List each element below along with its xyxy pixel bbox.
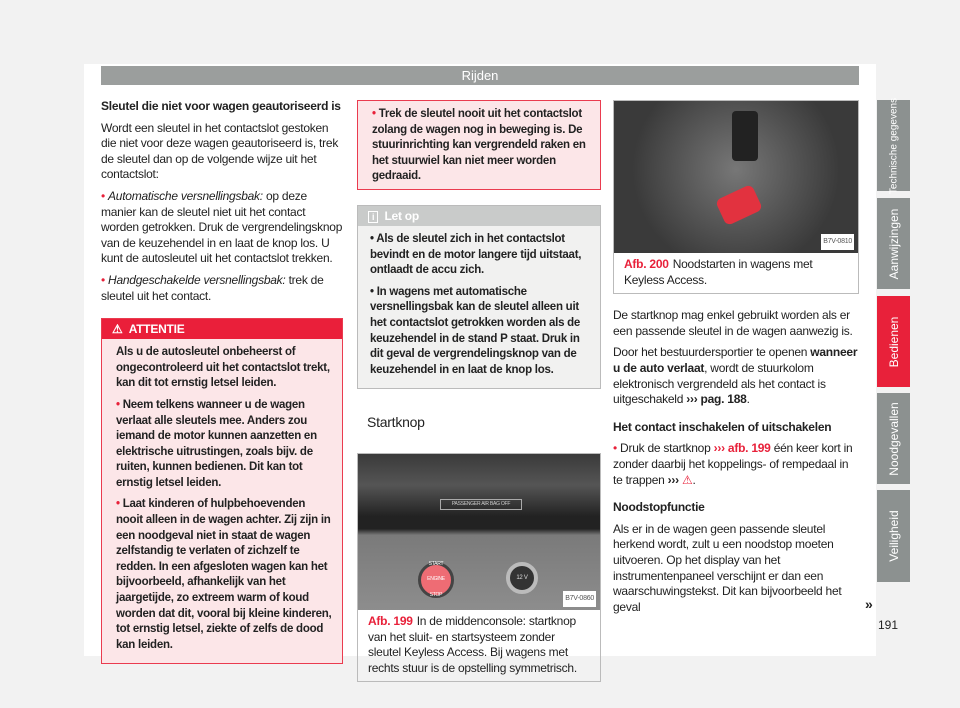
figure-number: Afb. 199 bbox=[368, 613, 413, 628]
figure-199 bbox=[357, 453, 601, 682]
right-column bbox=[613, 100, 859, 621]
figure-reference-link[interactable]: ››› afb. 199 bbox=[713, 441, 771, 456]
tab-noodgevallen[interactable] bbox=[877, 393, 910, 484]
bullet-label: Handgeschakelde versnellingsbak: bbox=[108, 272, 286, 287]
text: . bbox=[746, 392, 750, 407]
tab-aanwijzingen[interactable] bbox=[877, 198, 910, 289]
12v-socket: 12 V bbox=[506, 562, 538, 594]
tab-label: Aanwijzingen bbox=[886, 208, 901, 279]
note-text: Als de sleutel zich in het contactslot bevindt en de motor langere tijd uitstaat, ontlaadt de accu zich. bbox=[370, 232, 582, 277]
subheading: Noodstopfunctie bbox=[613, 500, 705, 515]
figure-200 bbox=[613, 100, 859, 294]
warning-reference-link[interactable]: ››› bbox=[667, 472, 679, 487]
console-image bbox=[358, 454, 600, 610]
text: Door het bestuurdersportier te openen bbox=[613, 345, 811, 360]
key-slot-image bbox=[614, 101, 858, 253]
warning-title: ATTENTIE bbox=[128, 322, 185, 337]
key-fob bbox=[715, 184, 763, 226]
middle-column bbox=[357, 100, 601, 682]
text: één keer kort in zonder daarbij het koppelings- of rempedaal in te trappen bbox=[613, 441, 853, 487]
figure-code: B7V-0810 bbox=[821, 234, 854, 250]
note-header bbox=[358, 206, 600, 226]
warning-triangle-icon: ⚠ bbox=[681, 472, 693, 487]
page-reference-link[interactable]: ››› pag. 188 bbox=[686, 392, 747, 407]
chapter-header: Rijden bbox=[101, 66, 859, 85]
bullet-text: op deze manier kan de sleutel niet uit het contact worden getrokken. Druk de vergrendelingsknop van de keuzehendel in en laat de knop los. U kunt de autosleutel uit het contactslot trekken. bbox=[101, 188, 343, 266]
page-number: 191 bbox=[878, 618, 899, 632]
note-title: Let op bbox=[384, 208, 419, 223]
section-heading: Sleutel die niet voor wagen geautoriseerd is bbox=[101, 99, 341, 113]
warning-box-continued: • Trek de sleutel nooit uit het contactslot zolang de wagen nog in beweging is. De stuurinrichting kan vergrendeld raken en het stuurwiel kan niet meer worden gedraaid. bbox=[357, 100, 601, 190]
tab-veiligheid[interactable] bbox=[877, 490, 910, 582]
tab-technische-gegevens[interactable] bbox=[877, 97, 910, 194]
warning-box bbox=[101, 318, 343, 664]
figure-caption: Noodstarten in wagens met Keyless Access. bbox=[624, 257, 813, 287]
warning-bullet: • Neem telkens wanneer u de wagen verlaat alle sleutels mee. Anders zou iemand de motor kunnen aanzetten en elektrische uitrustingen, zoals bijv. de ruiten, kunnen bedienen. Dit kan tot ernstig letsel leiden. bbox=[116, 398, 317, 489]
steering-column bbox=[732, 111, 758, 161]
text: , wordt de stuurkolom elektronisch vergrendeld als het contact is uitgeschakeld bbox=[613, 360, 826, 407]
bullet-press-start: • Druk de startknop ››› afb. 199 één keer kort in zonder daarbij het koppelings- of rempedaal in te trappen ››› ⚠. bbox=[613, 441, 853, 487]
tab-label: Bedienen bbox=[886, 316, 901, 367]
paragraph: De startknop mag enkel gebruikt worden als er een passende sleutel in de wagen aanwezig is. bbox=[613, 308, 853, 338]
bullet-label: Automatische versnellingsbak: bbox=[108, 188, 263, 203]
warning-bullet: • Laat kinderen of hulpbehoevenden nooit alleen in de wagen achter. Zij zijn in een noodgeval niet in staat de wagen zelfstandig te verlaten of zichzelf te redden. In een afgesloten wagen kan het bijvoorbeeld, afhankelijk van het jaargetijde, zo extreem warm of koud worden dat dit, vooral bij kleine kinderen, tot ernstig letsel, ziekte of zelfs de dood kan leiden. bbox=[116, 498, 332, 651]
bullet-automatic: • Automatische versnellingsbak: op deze manier kan de sleutel niet uit het contact worden getrokken. Druk de vergrendelingsknop van de keuzehendel in en laat de knop los. U kunt de autosleutel uit het contactslot trekken. bbox=[101, 188, 343, 266]
warning-bullet-text: Trek de sleutel nooit uit het contactslot zolang de wagen nog in beweging is. De stuurinrichting kan vergrendeld raken en het stuurwiel kan niet meer worden gedraaid. bbox=[372, 108, 586, 183]
note-bullet: • In wagens met automatische versnellingsbak kan de sleutel alleen uit het contactslot getrokken worden als de keuzehendel in de stand P staat. Druk in dit geval de vergrendelingsknop van de keuzehendel in en laat de knop los. bbox=[370, 285, 581, 376]
tab-label: Veiligheid bbox=[886, 510, 901, 562]
info-icon: i bbox=[368, 211, 378, 223]
text: Druk de startknop bbox=[620, 441, 714, 456]
start-stop-button: START ENGINE STOP bbox=[418, 562, 454, 598]
figure-number: Afb. 200 bbox=[624, 257, 669, 271]
airbag-label: PASSENGER AIR BAG OFF bbox=[440, 499, 522, 510]
warning-header bbox=[102, 319, 342, 339]
warning-icon: ⚠ bbox=[112, 322, 129, 337]
bullet-text: trek de sleutel uit het contact. bbox=[101, 272, 324, 303]
paragraph: Als er in de wagen geen passende sleutel herkend wordt, zult u een noodstop moeten uitvoeren. Op het display van het instrumentenpaneel verschijnt er dan een waarschuwingstekst. Dit kan bijvoorbeeld het geval bbox=[613, 521, 842, 614]
figure-caption: In de middenconsole: startknop van het sluit- en startsysteem zonder sleutel Keyless Access. Bij wagens met rechts stuur is de opstelling symmetrisch. bbox=[368, 613, 577, 675]
warning-bullet-text: Neem telkens wanneer u de wagen verlaat alle sleutels mee. Anders zou iemand de motor kunnen aanzetten en elektrische uitrustingen, zoals bijv. de ruiten, kunnen bedienen. Dit kan tot ernstig letsel leiden. bbox=[116, 398, 317, 489]
section-title-startknop: Startknop bbox=[367, 414, 425, 431]
warning-bullet-text: Laat kinderen of hulpbehoevenden nooit alleen in de wagen achter. Zij zijn in een noodgeval niet in staat de wagen zelfstandig te verlaten of zichzelf te redden. In een afgesloten wagen kan het bijvoorbeeld, afhankelijk van het jaargetijde, zo extreem warm of koud worden dat dit, vooral bij kleine kinderen, tot ernstig letsel, ziekte of zelfs de dood kan leiden. bbox=[116, 498, 332, 651]
tab-bedienen[interactable] bbox=[877, 296, 910, 387]
tab-label: Noodgevallen bbox=[886, 401, 901, 476]
note-text: In wagens met automatische versnellingsbak kan de sleutel alleen uit het contactslot getrokken worden als de keuzehendel in de stand P staat. Druk in dit geval de vergrendelingsknop van de keuzehendel in en laat de knop los. bbox=[370, 285, 581, 376]
note-box bbox=[357, 205, 601, 389]
bullet-manual: • Handgeschakelde versnellingsbak: trek de sleutel uit het contact. bbox=[101, 272, 324, 303]
bold-text: wanneer u de auto verlaat bbox=[613, 345, 858, 375]
warning-intro: Als u de autosleutel onbeheerst of ongecontroleerd uit het contactslot trekt, kan dit tot ernstig letsel leiden. bbox=[116, 346, 330, 390]
note-bullet: • Als de sleutel zich in het contactslot bevindt en de motor langere tijd uitstaat, ontlaadt de accu zich. bbox=[370, 232, 582, 277]
intro-text: Wordt een sleutel in het contactslot gestoken die niet voor deze wagen geautoriseerd is, trek de sleutel dan op de volgende wijze uit het contactslot: bbox=[101, 120, 339, 182]
tab-label: Technische gegevens bbox=[888, 97, 899, 194]
left-column bbox=[101, 99, 343, 664]
paragraph bbox=[613, 345, 859, 407]
figure-code: B7V-0860 bbox=[563, 591, 596, 607]
subheading: Het contact inschakelen of uitschakelen bbox=[613, 419, 832, 434]
continue-arrow-icon: » bbox=[865, 596, 873, 612]
